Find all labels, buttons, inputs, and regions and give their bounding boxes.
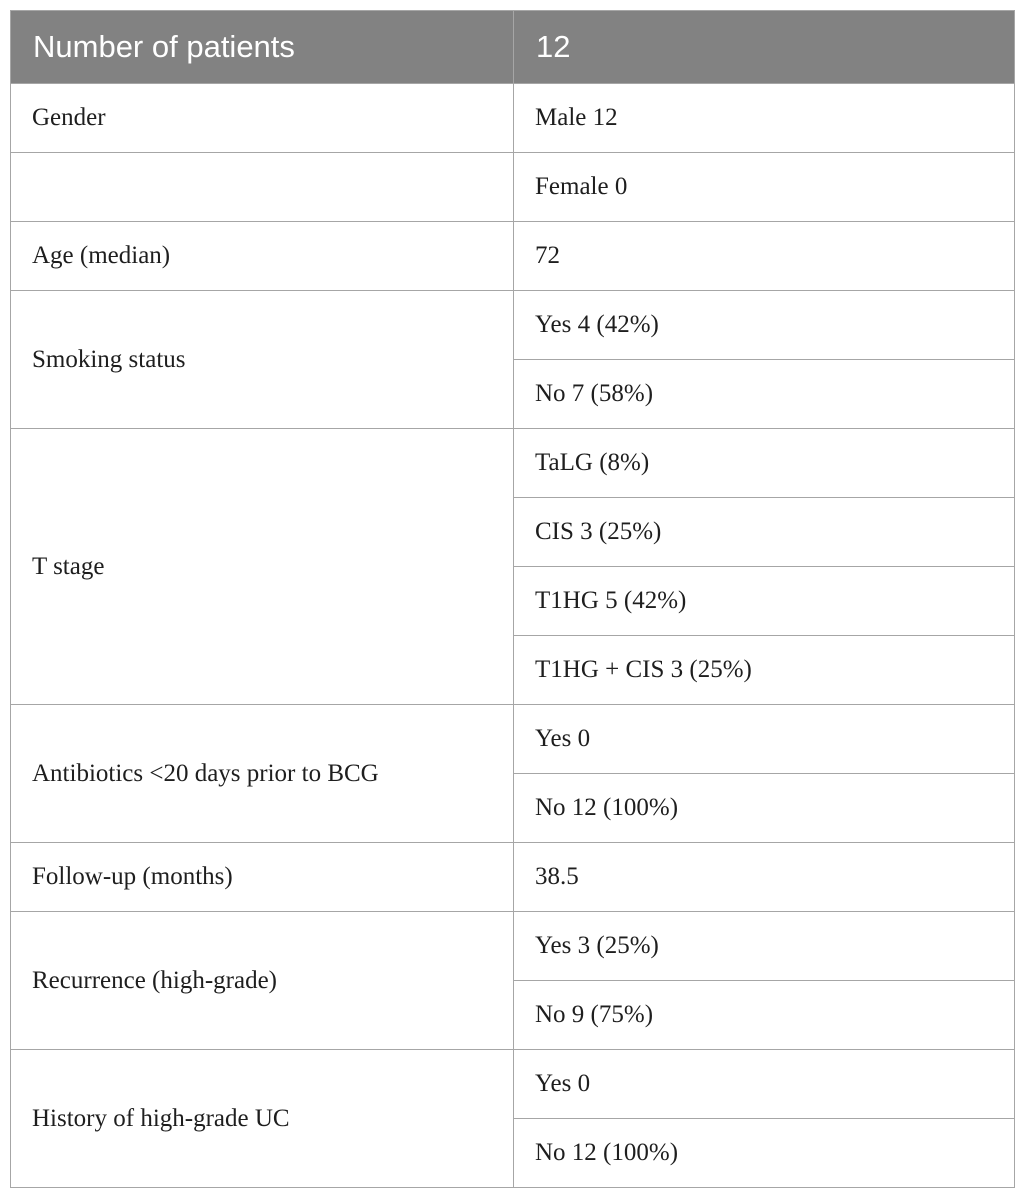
row-value: 38.5 xyxy=(514,843,1015,912)
row-label-smoking-status: Smoking status xyxy=(11,291,514,429)
row-value: CIS 3 (25%) xyxy=(514,498,1015,567)
table-row xyxy=(11,843,1015,912)
table-row xyxy=(11,291,1015,360)
row-label-history: History of high-grade UC xyxy=(11,1050,514,1188)
row-value: 72 xyxy=(514,222,1015,291)
row-value: No 12 (100%) xyxy=(514,1119,1015,1188)
table-row xyxy=(11,222,1015,291)
table-header-row xyxy=(11,11,1015,84)
empty-label-cell xyxy=(11,153,514,222)
row-value: Female 0 xyxy=(514,153,1015,222)
row-value: No 12 (100%) xyxy=(514,774,1015,843)
row-value: Male 12 xyxy=(514,84,1015,153)
row-value: No 7 (58%) xyxy=(514,360,1015,429)
row-value: TaLG (8%) xyxy=(514,429,1015,498)
table-row xyxy=(11,912,1015,981)
table-row xyxy=(11,84,1015,153)
row-label-t-stage: T stage xyxy=(11,429,514,705)
table-row xyxy=(11,1050,1015,1119)
header-label: Number of patients xyxy=(11,11,514,84)
table-row xyxy=(11,705,1015,774)
header-value: 12 xyxy=(514,11,1015,84)
row-label-follow-up: Follow-up (months) xyxy=(11,843,514,912)
row-value: Yes 0 xyxy=(514,705,1015,774)
row-label-recurrence: Recurrence (high-grade) xyxy=(11,912,514,1050)
table-row xyxy=(11,429,1015,498)
row-value: T1HG 5 (42%) xyxy=(514,567,1015,636)
row-value: Yes 4 (42%) xyxy=(514,291,1015,360)
row-value: Yes 0 xyxy=(514,1050,1015,1119)
row-value: T1HG + CIS 3 (25%) xyxy=(514,636,1015,705)
row-value: Yes 3 (25%) xyxy=(514,912,1015,981)
row-label-antibiotics: Antibiotics <20 days prior to BCG xyxy=(11,705,514,843)
patient-characteristics-table xyxy=(10,10,1015,1188)
row-label-age: Age (median) xyxy=(11,222,514,291)
table-row xyxy=(11,153,1015,222)
row-label-gender: Gender xyxy=(11,84,514,153)
row-value: No 9 (75%) xyxy=(514,981,1015,1050)
